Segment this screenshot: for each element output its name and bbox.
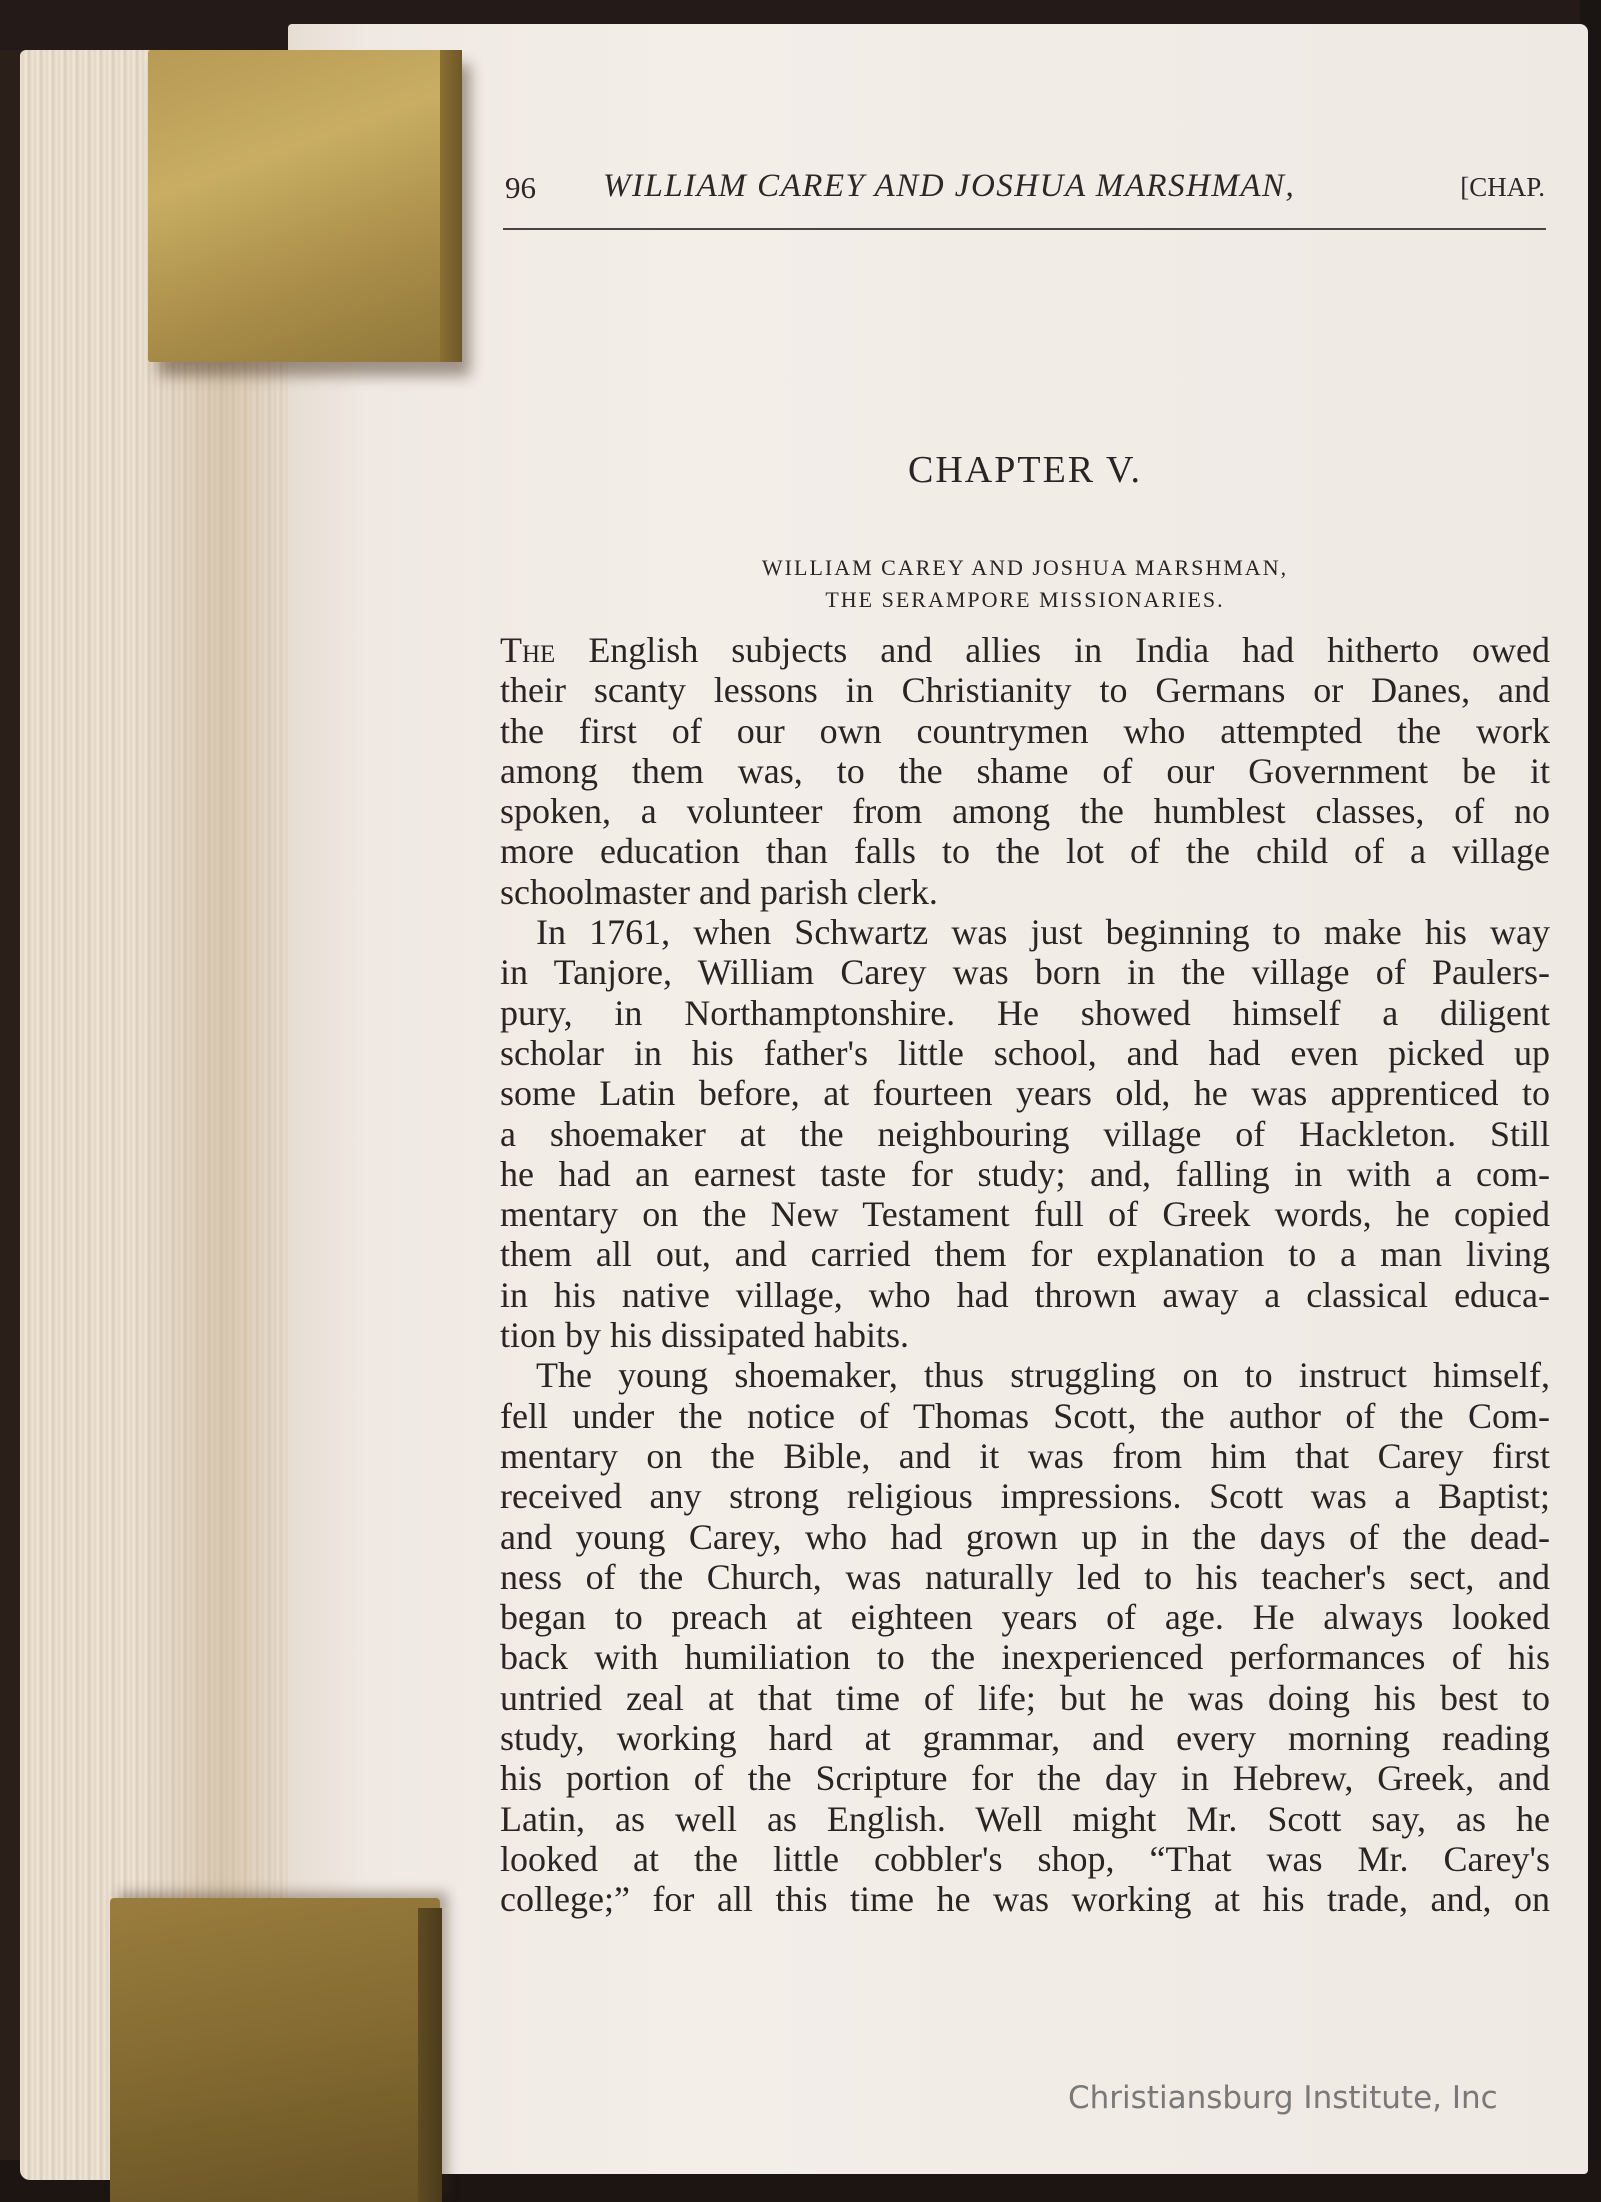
text-line: Latin, as well as English. Well might Mr. Scott say, as he [500,1798,1550,1839]
watermark: Christiansburg Institute, Inc [1068,2080,1498,2116]
text-line: and young Carey, who had grown up in the days of the dead- [500,1516,1550,1557]
lead-word: The [500,630,556,670]
text-line: ness of the Church, was naturally led to his teacher's sect, and [500,1556,1550,1597]
text-line [500,630,1550,670]
text-line: back with humiliation to the inexperienced performances of his [500,1637,1550,1678]
text-line: pury, in Northamptonshire. He showed himself a diligent [500,992,1550,1033]
text-line: the first of our own countrymen who attempted the work [500,710,1550,751]
gilt-clasp-top-side [440,50,462,362]
text-line: their scanty lessons in Christianity to Germans or Danes, and [500,670,1550,711]
text-line: In 1761, when Schwartz was just beginning to make his way [536,912,1550,953]
chapter-title: CHAPTER V. [908,449,1142,491]
gilt-clasp-bottom [110,1898,440,2202]
text-line: some Latin before, at fourteen years old, he was apprenticed to [500,1073,1550,1114]
text-line: more education than falls to the lot of the child of a village [500,831,1550,872]
text-line: fell under the notice of Thomas Scott, the author of the Com- [500,1395,1550,1436]
gilt-clasp-top [148,50,460,362]
text-line: untried zeal at that time of life; but he was doing his best to [500,1677,1550,1718]
gilt-clasp-bottom-side [418,1908,442,2202]
text-line: looked at the little cobbler's shop, “That was Mr. Carey's [500,1838,1550,1879]
text-line-content: English subjects and allies in India had hitherto owed [588,630,1550,670]
running-head-rule [503,228,1546,230]
page-edges-shadow [140,60,290,2170]
text-line: tion by his dissipated habits. [500,1315,909,1356]
text-line: in his native village, who had thrown away a classical educa- [500,1274,1550,1315]
text-line: schoolmaster and parish clerk. [500,871,938,912]
text-line: them all out, and carried them for explanation to a man living [500,1234,1550,1275]
text-line: he had an earnest taste for study; and, falling in with a com- [500,1153,1550,1194]
text-line: mentary on the Bible, and it was from him that Carey first [500,1435,1550,1476]
text-line: college;” for all this time he was working at his trade, and, on [500,1879,1550,1920]
text-line: The young shoemaker, thus struggling on to instruct himself, [536,1355,1550,1396]
page-number: 96 [505,170,536,205]
text-line: among them was, to the shame of our Government be it [500,750,1550,791]
text-line: scholar in his father's little school, and had even picked up [500,1032,1550,1073]
chapter-subtitle-line2: THE SERAMPORE MISSIONARIES. [825,587,1225,612]
text-line: his portion of the Scripture for the day in Hebrew, Greek, and [500,1758,1550,1799]
running-title: WILLIAM CAREY AND JOSHUA MARSHMAN, [603,168,1296,204]
text-line: a shoemaker at the neighbouring village of Hackleton. Still [500,1113,1550,1154]
chapter-subtitle-line1: WILLIAM CAREY AND JOSHUA MARSHMAN, [761,555,1289,580]
text-line: study, working hard at grammar, and every morning reading [500,1718,1550,1759]
text-line: mentary on the New Testament full of Greek words, he copied [500,1194,1550,1235]
text-line: began to preach at eighteen years of age. He always looked [500,1597,1550,1638]
body-text [500,630,1550,1920]
running-head [505,168,1545,214]
text-line: received any strong religious impressions. Scott was a Baptist; [500,1476,1550,1517]
text-line: in Tanjore, William Carey was born in the village of Paulers- [500,952,1550,993]
running-chap: [CHAP. [1460,172,1545,202]
text-line: spoken, a volunteer from among the humblest classes, of no [500,791,1550,832]
